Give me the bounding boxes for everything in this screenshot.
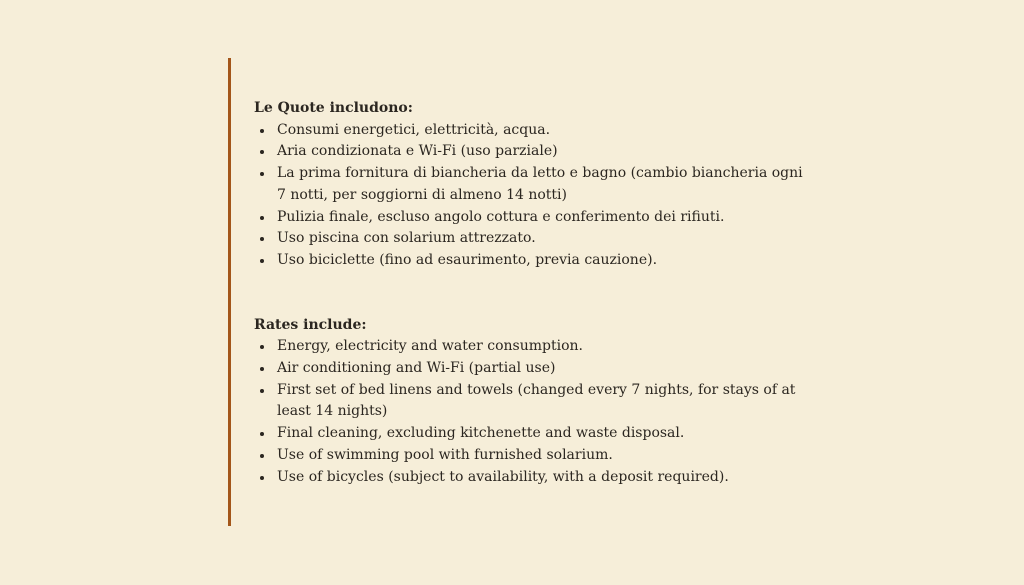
list-item: Energy, electricity and water consumption. bbox=[254, 336, 814, 358]
list-item: Pulizia finale, escluso angolo cottura e conferimento dei rifiuti. bbox=[254, 207, 814, 229]
section-english bbox=[254, 315, 814, 489]
list-item: La prima fornitura di biancheria da letto e bagno (cambio biancheria ogni 7 notti, per soggiorni di almeno 14 notti) bbox=[254, 163, 814, 206]
rates-content bbox=[254, 98, 814, 488]
list-item: Air conditioning and Wi-Fi (partial use) bbox=[254, 358, 814, 380]
list-item: Aria condizionata e Wi-Fi (uso parziale) bbox=[254, 141, 814, 163]
section-italian bbox=[254, 98, 814, 272]
list-item: Use of swimming pool with furnished solarium. bbox=[254, 445, 814, 467]
list-item: Consumi energetici, elettricità, acqua. bbox=[254, 120, 814, 142]
inclusions-list-english bbox=[254, 336, 814, 488]
list-item: Uso piscina con solarium attrezzato. bbox=[254, 228, 814, 250]
section-title-english: Rates include: bbox=[254, 316, 367, 333]
list-item: Final cleaning, excluding kitchenette and waste disposal. bbox=[254, 423, 814, 445]
list-item: Uso biciclette (fino ad esaurimento, previa cauzione). bbox=[254, 250, 814, 272]
list-item: First set of bed linens and towels (changed every 7 nights, for stays of at least 14 nights) bbox=[254, 380, 814, 423]
list-item: Use of bicycles (subject to availability, with a deposit required). bbox=[254, 467, 814, 489]
inclusions-list-italian bbox=[254, 120, 814, 272]
accent-bar bbox=[228, 58, 231, 526]
section-title-italian: Le Quote includono: bbox=[254, 100, 413, 116]
